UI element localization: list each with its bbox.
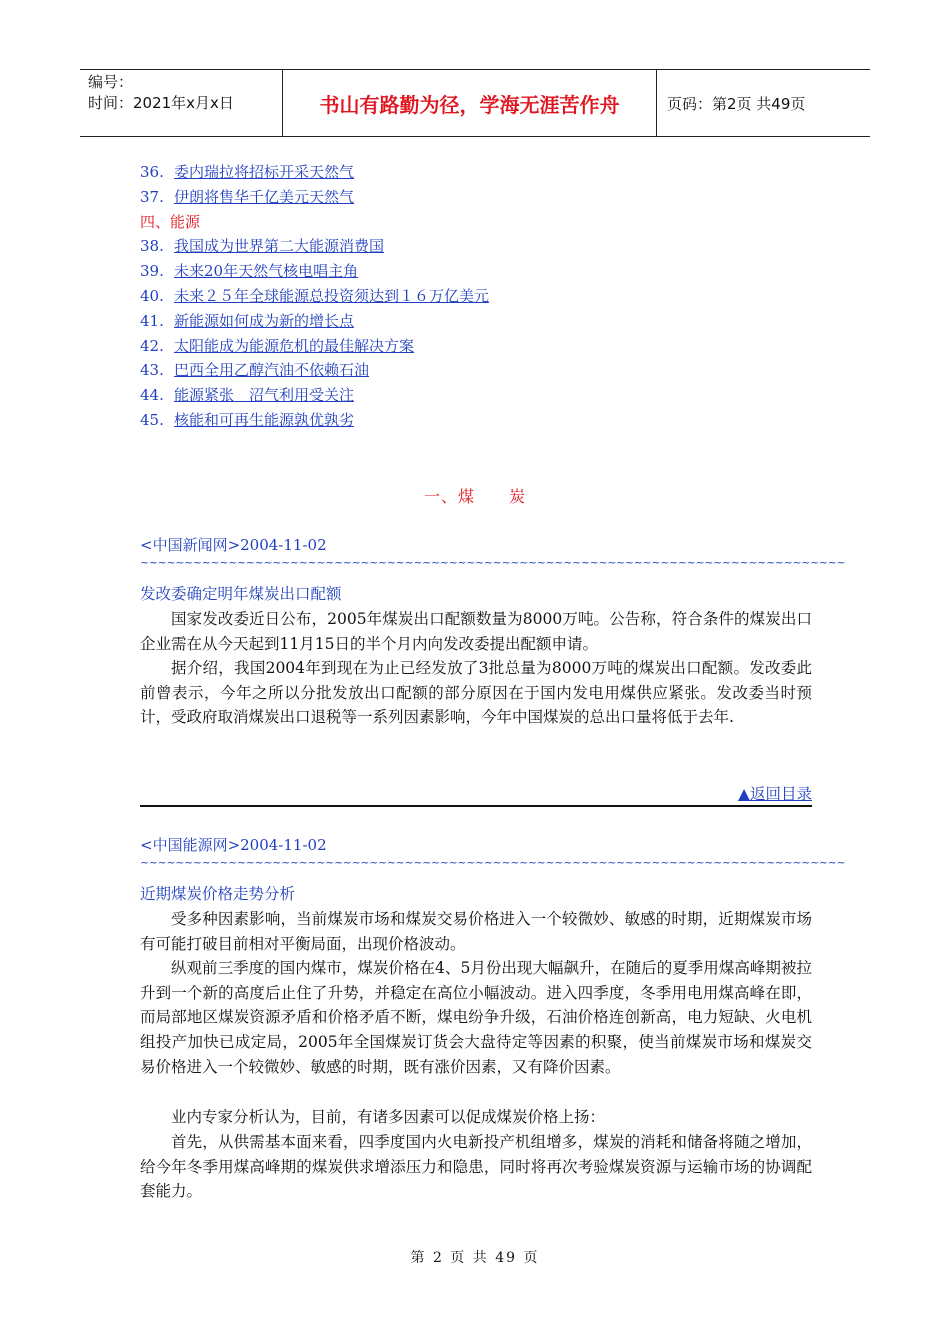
page-header bbox=[80, 69, 870, 137]
toc-number: 36. bbox=[140, 163, 164, 181]
article-title: 近期煤炭价格走势分析 bbox=[140, 885, 296, 903]
number-label: 编号： bbox=[88, 73, 134, 91]
time-label: 时间：2021年x月x日 bbox=[88, 94, 234, 112]
article-title: 发改委确定明年煤炭出口配额 bbox=[140, 585, 342, 603]
header-motto: 书山有路勤为径，学海无涯苦作舟 bbox=[282, 70, 657, 136]
section-title: 一、煤 炭 bbox=[423, 487, 526, 506]
tilde-divider: ~~~~~~~~~~~~~~~~~~~~~~~~~~~~~~~~~~~~~~~~~~~~~~~~~~~~~~~~~~~~~~~~~~~~~~~~~~~~~~~~ bbox=[140, 556, 846, 569]
toc-item[interactable] bbox=[140, 160, 489, 185]
toc-number: 41. bbox=[140, 311, 164, 330]
header-meta bbox=[80, 70, 282, 136]
toc-number: 45. bbox=[140, 410, 164, 429]
toc-link[interactable]: 伊朗将售华千亿美元天然气 bbox=[174, 187, 355, 206]
toc-link[interactable]: 未来２５年全球能源总投资须达到１６万亿美元 bbox=[174, 286, 490, 305]
back-to-toc-link[interactable]: ▲返回目录 bbox=[738, 785, 812, 803]
toc-number: 43. bbox=[140, 361, 164, 380]
toc-item[interactable] bbox=[140, 234, 489, 259]
toc-number: 38. bbox=[140, 237, 164, 256]
toc-item[interactable] bbox=[140, 358, 489, 383]
toc-number: 37. bbox=[140, 187, 164, 206]
toc-section-heading bbox=[140, 210, 489, 235]
toc-link[interactable]: 巴西全用乙醇汽油不依赖石油 bbox=[174, 361, 370, 380]
article-source: <中国新闻网>2004-11-02 bbox=[140, 536, 327, 554]
article-paragraph: 据介绍，我国2004年到现在为止已经发放了3批总量为8000万吨的煤炭出口配额。发改委此前曾表示，今年之所以分批发放出口配额的部分原因在于国内发电用煤供应紧张。发改委当时预计，受政府取消煤炭出口退税等一系列因素影响，今年中国煤炭的总出口量将低于去年. bbox=[140, 659, 812, 727]
article-source: <中国能源网>2004-11-02 bbox=[140, 836, 327, 854]
tilde-divider: ~~~~~~~~~~~~~~~~~~~~~~~~~~~~~~~~~~~~~~~~~~~~~~~~~~~~~~~~~~~~~~~~~~~~~~~~~~~~~~~~ bbox=[140, 856, 846, 869]
horizontal-rule bbox=[140, 805, 812, 807]
toc-item[interactable] bbox=[140, 185, 489, 210]
toc-item[interactable] bbox=[140, 309, 489, 334]
toc-item[interactable] bbox=[140, 408, 489, 433]
toc-number: 42. bbox=[140, 336, 164, 355]
toc-item[interactable] bbox=[140, 284, 489, 309]
article-paragraph: 业内专家分析认为，目前，有诸多因素可以促成煤炭价格上扬： bbox=[171, 1108, 606, 1126]
article-paragraph: 国家发改委近日公布，2005年煤炭出口配额数量为8000万吨。公告称，符合条件的煤炭出口企业需在从今天起到11月15日的半个月内向发改委提出配额申请。 bbox=[140, 610, 812, 653]
table-of-contents bbox=[140, 160, 489, 433]
page-footer: 第 2 页 共 49 页 bbox=[410, 1250, 540, 1266]
article-paragraph: 受多种因素影响，当前煤炭市场和煤炭交易价格进入一个较微妙、敏感的时期，近期煤炭市场有可能打破目前相对平衡局面，出现价格波动。 bbox=[140, 910, 812, 953]
toc-link[interactable]: 新能源如何成为新的增长点 bbox=[174, 311, 355, 330]
toc-link[interactable]: 我国成为世界第二大能源消费国 bbox=[174, 237, 385, 256]
toc-number: 44. bbox=[140, 386, 164, 405]
toc-item[interactable] bbox=[140, 334, 489, 359]
toc-number: 39. bbox=[140, 262, 164, 281]
toc-item[interactable] bbox=[140, 259, 489, 284]
toc-link[interactable]: 未来20年天然气核电唱主角 bbox=[174, 262, 359, 281]
toc-number: 40. bbox=[140, 286, 164, 305]
toc-section-label: 四、能源 bbox=[140, 212, 201, 231]
article-paragraph: 纵观前三季度的国内煤市，煤炭价格在4、5月份出现大幅飙升，在随后的夏季用煤高峰期被拉升到一个新的高度后止住了升势，并稳定在高位小幅波动。进入四季度，冬季用电用煤高峰在即，而局部地区煤炭资源矛盾和价格矛盾不断，煤电纷争升级，石油价格连创新高，电力短缺、火电机组投产加快已成定局，2005年全国煤炭订货会大盘待定等因素的积聚，使当前煤炭市场和煤炭交易价格进入一个较微妙、敏感的时期，既有涨价因素，又有降价因素。 bbox=[140, 959, 812, 1076]
header-page-label: 页码：第2页 共49页 bbox=[667, 94, 806, 113]
toc-item[interactable] bbox=[140, 383, 489, 408]
toc-link[interactable]: 太阳能成为能源危机的最佳解决方案 bbox=[174, 336, 415, 355]
toc-link[interactable]: 委内瑞拉将招标开采天然气 bbox=[174, 163, 355, 181]
article-paragraph: 首先，从供需基本面来看，四季度国内火电新投产机组增多，煤炭的消耗和储备将随之增加，给今年冬季用煤高峰期的煤炭供求增添压力和隐患，同时将再次考验煤炭资源与运输市场的协调配套能力。 bbox=[140, 1133, 812, 1201]
toc-link[interactable]: 核能和可再生能源孰优孰劣 bbox=[174, 410, 355, 429]
toc-link[interactable]: 能源紧张 沼气利用受关注 bbox=[174, 386, 355, 405]
